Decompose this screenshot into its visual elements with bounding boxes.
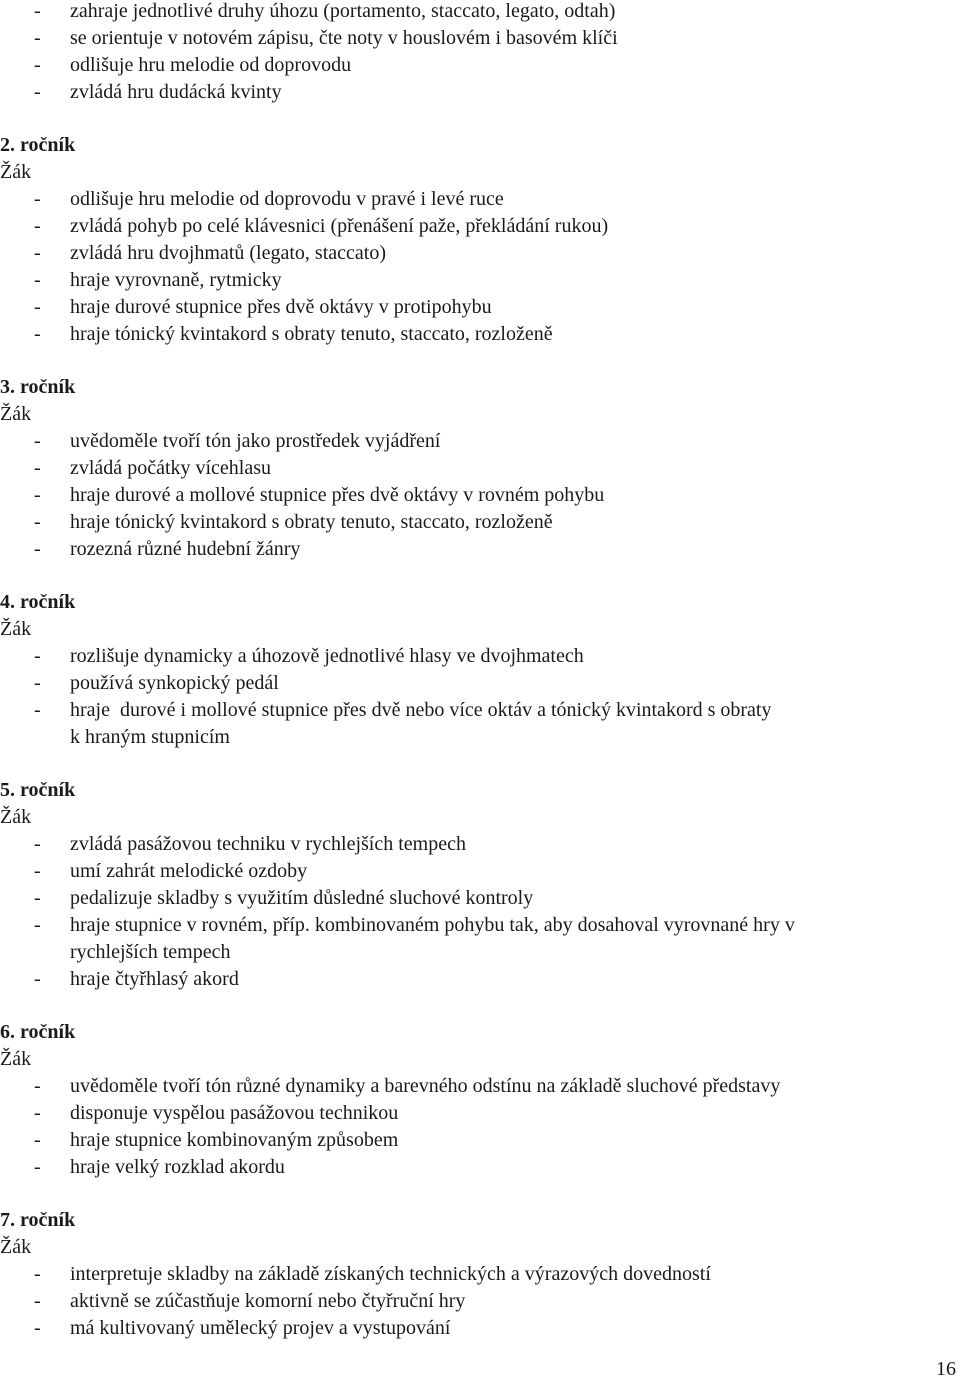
list-item: - disponuje vyspělou pasážovou technikou [0, 1100, 960, 1127]
bullet-dash: - [34, 860, 41, 882]
section-heading: 5. ročník [0, 779, 76, 801]
section-grade-2 [0, 132, 960, 348]
section-heading: 4. ročník [0, 591, 76, 613]
list-item: - rozezná různé hudební žánry [0, 536, 960, 563]
list-item: - hraje velký rozklad akordu [0, 1154, 960, 1181]
list-item: - zvládá pasážovou techniku v rychlejších tempech [0, 831, 960, 858]
list-item: - zvládá počátky vícehlasu [0, 455, 960, 482]
bullet-dash: - [34, 215, 41, 237]
section-grade-7 [0, 1207, 960, 1342]
bullet-dash: - [34, 323, 41, 345]
bullet-dash: - [34, 188, 41, 210]
list-item: - umí zahrát melodické ozdoby [0, 858, 960, 885]
list-item: - pedalizuje skladby s využitím důsledné sluchové kontroly [0, 885, 960, 912]
list-item: - hraje čtyřhlasý akord [0, 966, 960, 993]
section-subject: Žák [0, 806, 32, 828]
list-item: - hraje durové a mollové stupnice přes dvě oktávy v rovném pohybu [0, 482, 960, 509]
bullet-dash: - [34, 511, 41, 533]
list-item: - odlišuje hru melodie od doprovodu v pravé i levé ruce [0, 186, 960, 213]
bullet-dash: - [34, 269, 41, 291]
bullet-dash: - [34, 1290, 41, 1312]
section-subject: Žák [0, 1048, 32, 1070]
list-item: - uvědoměle tvoří tón různé dynamiky a barevného odstínu na základě sluchové představy [0, 1073, 960, 1100]
bullet-dash: - [34, 81, 41, 103]
bullet-dash: - [34, 833, 41, 855]
list-item: - uvědoměle tvoří tón jako prostředek vyjádření [0, 428, 960, 455]
bullet-dash: - [34, 27, 41, 49]
bullet-dash: - [34, 457, 41, 479]
section-heading: 7. ročník [0, 1209, 76, 1231]
list-item-continuation: rychlejších tempech [70, 941, 231, 963]
bullet-dash: - [34, 296, 41, 318]
bullet-dash: - [34, 242, 41, 264]
list-item: - rozlišuje dynamicky a úhozově jednotlivé hlasy ve dvojhmatech [0, 643, 960, 670]
bullet-dash: - [34, 538, 41, 560]
list-item: - aktivně se zúčastňuje komorní nebo čtyřruční hry [0, 1288, 960, 1315]
bullet-dash: - [34, 0, 41, 22]
bullet-dash: - [34, 914, 41, 936]
bullet-dash: - [34, 699, 41, 721]
bullet-dash: - [34, 645, 41, 667]
section-grade-3 [0, 374, 960, 563]
bullet-dash: - [34, 54, 41, 76]
bullet-dash: - [34, 484, 41, 506]
section-heading: 6. ročník [0, 1021, 76, 1043]
section-subject: Žák [0, 618, 32, 640]
list-item: - hraje tónický kvintakord s obraty tenuto, staccato, rozloženě [0, 321, 960, 348]
list-item: - interpretuje skladby na základě získaných technických a výrazových dovedností [0, 1261, 960, 1288]
section-subject: Žák [0, 403, 32, 425]
list-item: - hraje tónický kvintakord s obraty tenuto, staccato, rozloženě [0, 509, 960, 536]
section-subject: Žák [0, 161, 32, 183]
list-item: - hraje vyrovnaně, rytmicky [0, 267, 960, 294]
list-item: - se orientuje v notovém zápisu, čte noty v houslovém i basovém klíči [0, 25, 960, 52]
intro-list [0, 0, 960, 106]
section-grade-6 [0, 1019, 960, 1181]
bullet-dash: - [34, 672, 41, 694]
list-item: - zahraje jednotlivé druhy úhozu (portamento, staccato, legato, odtah) [0, 0, 960, 25]
bullet-dash: - [34, 1317, 41, 1339]
list-item: - hraje stupnice v rovném, příp. kombinovaném pohybu tak, aby dosahoval vyrovnané hry v [0, 912, 960, 939]
bullet-dash: - [34, 1102, 41, 1124]
list-item: - odlišuje hru melodie od doprovodu [0, 52, 960, 79]
bullet-dash: - [34, 887, 41, 909]
bullet-dash: - [34, 1129, 41, 1151]
section-heading: 2. ročník [0, 134, 76, 156]
bullet-dash: - [34, 430, 41, 452]
list-item: - zvládá pohyb po celé klávesnici (přenášení paže, překládání rukou) [0, 213, 960, 240]
section-grade-5 [0, 777, 960, 993]
bullet-dash: - [34, 1263, 41, 1285]
section-heading: 3. ročník [0, 376, 76, 398]
list-item: - používá synkopický pedál [0, 670, 960, 697]
list-item-continuation: k hraným stupnicím [70, 726, 230, 748]
page-number: 16 [936, 1358, 956, 1380]
list-item: - má kultivovaný umělecký projev a vystupování [0, 1315, 960, 1342]
list-item: - zvládá hru dudácká kvinty [0, 79, 960, 106]
list-item: - hraje durové i mollové stupnice přes dvě nebo více oktáv a tónický kvintakord s obraty [0, 697, 960, 724]
list-item: - hraje durové stupnice přes dvě oktávy v protipohybu [0, 294, 960, 321]
bullet-dash: - [34, 968, 41, 990]
list-item: - hraje stupnice kombinovaným způsobem [0, 1127, 960, 1154]
bullet-dash: - [34, 1075, 41, 1097]
list-item: - zvládá hru dvojhmatů (legato, staccato) [0, 240, 960, 267]
section-subject: Žák [0, 1236, 32, 1258]
bullet-dash: - [34, 1156, 41, 1178]
section-grade-4 [0, 589, 960, 751]
